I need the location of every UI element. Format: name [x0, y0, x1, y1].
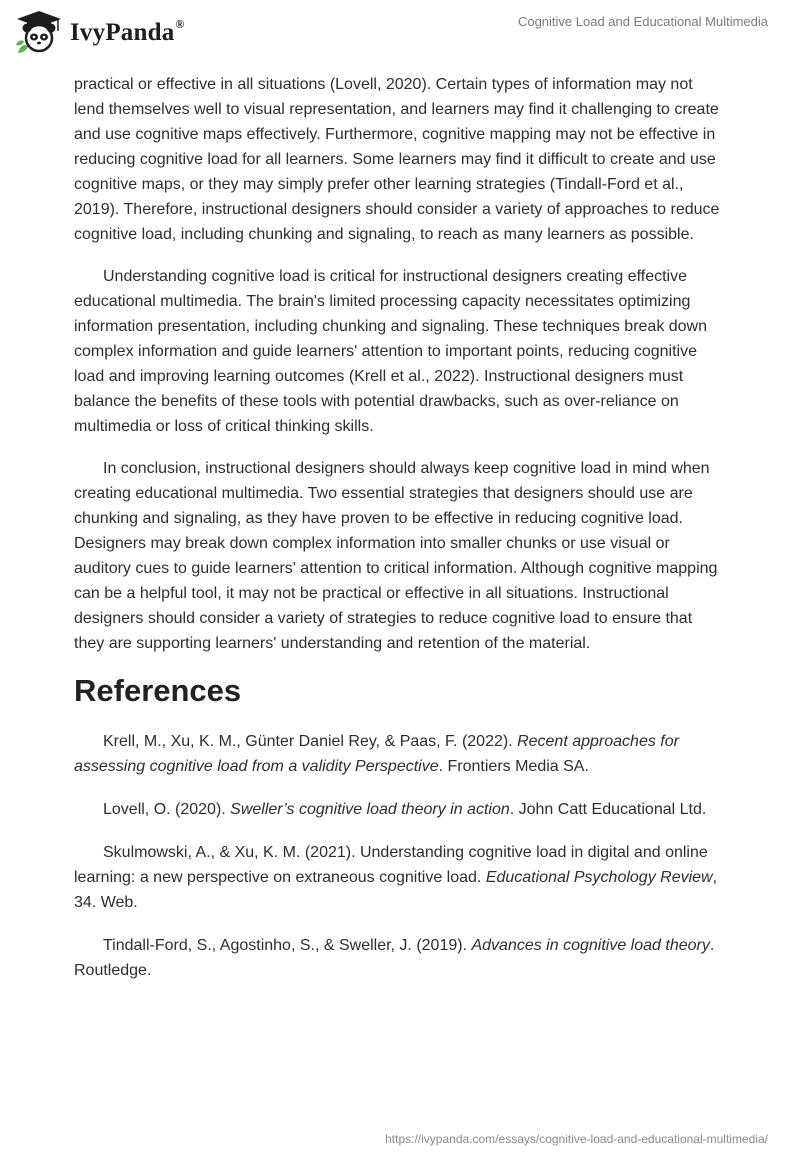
ivypanda-logo[interactable]: [14, 9, 185, 55]
reference-item: Krell, M., Xu, K. M., Günter Daniel Rey, & Paas, F. (2022). Recent approaches for assessing cognitive load from a validity Perspective. Frontiers Media SA.: [74, 733, 679, 775]
reference-item: Tindall-Ford, S., Agostinho, S., & Sweller, J. (2019). Advances in cognitive load theory. Routledge.: [74, 937, 715, 979]
paragraph-continuation: practical or effective in all situations (Lovell, 2020). Certain types of information may not lend themselves well to visual representation, and learners may find it challenging to create and use cognitive maps effectively. Furthermore, cognitive mapping may not be effective in reducing cognitive load for all learners. Some learners may find it difficult to create and use cognitive maps, or they may simply prefer other learning strategies (Tindall-Ford et al., 2019). Therefore, instructional designers should consider a variety of approaches to reduce cognitive load, including chunking and signaling, to reach as many learners as possible.: [74, 76, 720, 243]
registered-mark: ®: [175, 17, 185, 31]
reference-item: Lovell, O. (2020). Sweller’s cognitive load theory in action. John Catt Educational Ltd.: [103, 801, 707, 818]
panda-graduate-icon: [14, 9, 64, 55]
essay-content: [74, 72, 724, 1001]
reference-title: Recent approaches for assessing cognitive load from a validity Perspective: [74, 733, 679, 775]
reference-title: Advances in cognitive load theory: [471, 937, 710, 954]
paragraph-conclusion: In conclusion, instructional designers should always keep cognitive load in mind when creating educational multimedia. Two essential strategies that designers should use are chunking and signaling, as they have proven to be effective in reducing cognitive load. Designers may break down complex information into smaller chunks or use visual or auditory cues to guide learners' attention to critical information. Although cognitive mapping can be a helpful tool, it may not be practical or effective in all situations. Instructional designers should consider a variety of strategies to reduce cognitive load to ensure that they are supporting learners' understanding and retention of the material.: [74, 460, 718, 652]
document-title: Cognitive Load and Educational Multimedia: [517, 14, 768, 29]
reference-title: Sweller’s cognitive load theory in action: [230, 801, 510, 818]
references-heading: References: [74, 673, 242, 708]
brand-name: IvyPanda®: [70, 17, 185, 46]
paragraph-understanding: Understanding cognitive load is critical for instructional designers creating effective educational multimedia. The brain's limited processing capacity necessitates optimizing information presentation, including chunking and signaling. These techniques break down complex information and guide learners' attention to important points, reducing cognitive load and improving learning outcomes (Krell et al., 2022). Instructional designers must balance the benefits of these tools with potential drawbacks, such as over-reliance on multimedia or loss of critical thinking skills.: [74, 268, 708, 435]
page-header: [0, 0, 800, 66]
reference-title: Educational Psychology Review: [485, 869, 713, 886]
source-url-link[interactable]: https://ivypanda.com/essays/cognitive-load-and-educational-multimedia/: [385, 1132, 768, 1146]
reference-item: Skulmowski, A., & Xu, K. M. (2021). Understanding cognitive load in digital and online learning: a new perspective on extraneous cognitive load. Educational Psychology Review, 34. Web.: [74, 844, 718, 911]
